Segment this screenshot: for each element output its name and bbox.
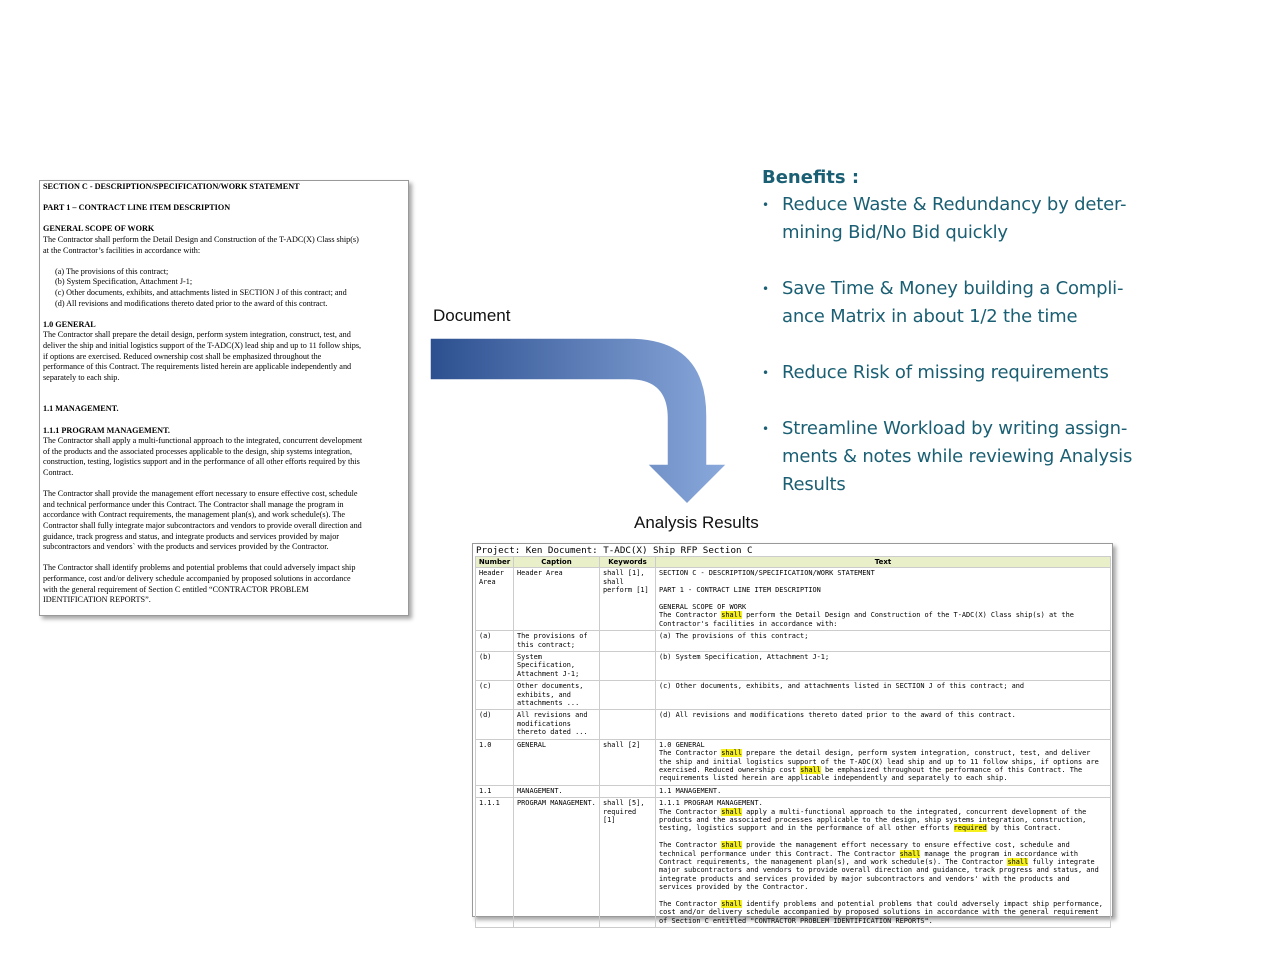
benefits-title: Benefits : [762, 167, 860, 188]
bullet-icon: • [762, 282, 769, 296]
benefit-line: Reduce Waste & Redundancy by deter- [782, 194, 1127, 215]
doc-scope-text: The Contractor shall perform the Detail Design and Construction of the T-ADC(X) Class ship(s) [43, 234, 359, 244]
caption-cell: All revisions and modifications thereto dated ... [514, 710, 600, 739]
caption-cell: System Specification, Attachment J-1; [514, 652, 600, 681]
text-line: (b) System Specification, Attachment J-1; [659, 653, 830, 662]
number-cell: 1.0 [476, 739, 514, 785]
benefit-item [762, 359, 1202, 387]
text-cell [656, 631, 1111, 652]
doc-item-a: (a) The provisions of this contract; [55, 266, 169, 276]
caption-cell: The provisions of this contract; [514, 631, 600, 652]
column-header-caption: Caption [514, 557, 600, 568]
caption-cell: Header Area [514, 568, 600, 631]
caption-cell: Other documents, exhibits, and attachments ... [514, 681, 600, 710]
table-row[interactable] [476, 652, 1111, 681]
text-line: The Contractor shall provide the management effort necessary to ensure effective cost, schedule and technical performance under this Contract. The Contractor shall manage the program in accordance with Contract requirements, the management plan(s), and work schedule(s). The Contractor shall fully integrate major subcontractors and vendors to provide overall direction and guidance, track progress and status, and integrate products and services provided by major subcontractors and vendors' with the products and services provided by the Contractor. [659, 841, 1099, 892]
doc-section-heading: SECTION C - DESCRIPTION/SPECIFICATION/WORK STATEMENT [43, 182, 300, 191]
keyword-highlight: shall [800, 765, 821, 774]
bullet-icon: • [762, 198, 769, 212]
text-line: (d) All revisions and modifications thereto dated prior to the award of this contract. [659, 711, 1016, 720]
doc-item-b: (b) System Specification, Attachment J-1; [55, 277, 193, 287]
doc-text-line: The Contractor shall provide the management effort necessary to ensure effective cost, schedule [43, 489, 358, 499]
number-cell: (b) [476, 652, 514, 681]
doc-text-line: guidance, track progress and status, and integrate products and services provided by major [43, 531, 340, 541]
keyword-highlight: shall [899, 849, 921, 858]
benefit-item [762, 415, 1202, 499]
text-line: The Contractor shall perform the Detail Design and Construction of the T-ADC(X) Class ship(s) at the Contractor's facilities in accordance with: [659, 611, 1074, 628]
text-line: The Contractor shall prepare the detail design, perform system integration, construct, test, and deliver the ship and initial logistics support of the T-ADC(X) lead ship and up to 11 follow ships, if options are exercised. Reduced ownership cost shall be emphasized throughout the performance of this Contract. The requirements listed herein are applicable independently and separately to each ship. [659, 749, 1099, 783]
doc-program-heading: 1.1.1 PROGRAM MANAGEMENT. [43, 425, 170, 435]
text-cell [656, 798, 1111, 928]
source-document [39, 180, 409, 616]
keyword-highlight: shall [721, 899, 742, 908]
doc-text-line: The Contractor shall apply a multi-functional approach to the integrated, concurrent development [43, 436, 363, 446]
number-cell: 1.1.1 [476, 798, 514, 928]
text-cell [656, 785, 1111, 797]
doc-text-line: performance, cost and/or delivery schedule accompanied by proposed solutions in accordance [43, 573, 351, 583]
doc-item-c: (c) Other documents, exhibits, and attachments listed in SECTION J of this contract; and [55, 287, 347, 297]
benefit-line: Save Time & Money building a Compli- [782, 278, 1124, 299]
doc-text-line: construction, testing, logistics support and in the performance of all other efforts required by this [43, 457, 360, 467]
table-row[interactable] [476, 710, 1111, 739]
benefits-panel [762, 165, 1202, 527]
text-line: GENERAL SCOPE OF WORK [659, 603, 747, 611]
keywords-cell: shall [2] [600, 739, 656, 785]
number-cell: (c) [476, 681, 514, 710]
keywords-cell [600, 681, 656, 710]
doc-program-text [43, 489, 405, 553]
benefit-line: mining Bid/No Bid quickly [782, 222, 1008, 243]
keywords-cell: shall [5], required [1] [600, 798, 656, 928]
keywords-cell [600, 652, 656, 681]
table-row[interactable] [476, 798, 1111, 928]
text-line: 1.1 MANAGEMENT. [659, 786, 722, 795]
doc-text-line: deliver the ship and initial logistics support of the T-ADC(X) lead ship and up to 11 follow ships, [43, 340, 362, 350]
table-header-row [476, 557, 1111, 568]
caption-cell: MANAGEMENT. [514, 785, 600, 797]
doc-scope-heading: GENERAL SCOPE OF WORK [43, 224, 155, 234]
text-cell [656, 652, 1111, 681]
flow-arrow-icon [429, 336, 729, 508]
benefit-line: Streamline Workload by writing assign- [782, 418, 1128, 439]
table-row[interactable] [476, 568, 1111, 631]
doc-text-line: accordance with Contract requirements, the management plan(s), and work schedule(s). The [43, 510, 345, 520]
bullet-icon: • [762, 422, 769, 436]
doc-program-text [43, 436, 405, 478]
doc-text-line: The Contractor shall identify problems and potential problems that could adversely impact ship [43, 563, 356, 573]
text-line: 1.0 GENERAL [659, 740, 705, 749]
doc-item-d: (d) All revisions and modifications thereto dated prior to the award of this contract. [55, 298, 328, 308]
keywords-cell: shall [1], shall perform [1] [600, 568, 656, 631]
text-line: SECTION C - DESCRIPTION/SPECIFICATION/WORK STATEMENT [659, 569, 875, 578]
text-cell [656, 681, 1111, 710]
keyword-highlight: required [953, 824, 987, 833]
number-cell: 1.1 [476, 785, 514, 797]
doc-program-text [43, 563, 405, 605]
doc-text-line: of the products and the associated processes applicable to the design, ship systems integration, [43, 446, 353, 456]
table-row[interactable] [476, 785, 1111, 797]
text-cell [656, 710, 1111, 739]
doc-text-line: subcontractors and vendors` with the products and services provided by the Contractor. [43, 542, 329, 552]
bullet-icon: • [762, 366, 769, 380]
column-header-keywords: Keywords [600, 557, 656, 568]
results-header: Project: Ken Document: T-ADC(X) Ship RFP Section C [476, 545, 753, 556]
benefit-line: ance Matrix in about 1/2 the time [782, 306, 1078, 327]
table-row[interactable] [476, 631, 1111, 652]
analysis-results-window [472, 543, 1113, 925]
benefit-line: Reduce Risk of missing requirements [782, 362, 1109, 383]
keyword-highlight: shall [721, 611, 742, 620]
text-line: 1.1.1 PROGRAM MANAGEMENT. [659, 799, 763, 808]
benefit-line: ments & notes while reviewing Analysis [782, 446, 1133, 467]
caption-cell: GENERAL [514, 739, 600, 785]
number-cell: (a) [476, 631, 514, 652]
doc-text-line: if options are exercised. Reduced ownership cost shall be emphasized throughout the [43, 351, 322, 361]
table-row[interactable] [476, 739, 1111, 785]
doc-scope-text: at the Contractor’s facilities in accordance with: [43, 245, 201, 255]
column-header-number: Number [476, 557, 514, 568]
caption-cell: PROGRAM MANAGEMENT. [514, 798, 600, 928]
document-label: Document [433, 306, 511, 325]
benefit-item [762, 275, 1202, 331]
text-line: (c) Other documents, exhibits, and attachments listed in SECTION J of this contract; and [659, 682, 1025, 691]
text-cell [656, 568, 1111, 631]
keywords-cell [600, 631, 656, 652]
table-row[interactable] [476, 681, 1111, 710]
number-cell: Header Area [476, 568, 514, 631]
analysis-results-label: Analysis Results [634, 513, 759, 532]
doc-general-text [43, 330, 405, 383]
doc-text-line: Contract. [43, 468, 74, 478]
keyword-highlight: shall [721, 841, 742, 850]
benefit-item [762, 191, 1202, 247]
doc-text-line: separately to each ship. [43, 372, 120, 382]
text-line: PART 1 - CONTRACT LINE ITEM DESCRIPTION [659, 586, 821, 595]
doc-text-line: with the general requirement of Section C entitled “CONTRACTOR PROBLEM [43, 584, 309, 594]
doc-general-heading: 1.0 GENERAL [43, 319, 96, 329]
doc-text-line: Contractor shall fully integrate major subcontractors and vendors to provide overall direction and [43, 521, 362, 530]
keywords-cell [600, 710, 656, 739]
text-line: The Contractor shall apply a multi-functional approach to the integrated, concurrent development of the products and the associated processes applicable to the design, ship systems integration, construction, testing, logistics support and in the performance of all other efforts required by this Contract. [659, 807, 1087, 833]
keyword-highlight: shall [1007, 857, 1029, 866]
text-line: The Contractor shall identify problems and potential problems that could adversely impact ship performance, cost and/or delivery schedule accompanied by proposed solutions in accordance with the general requirement of Section C entitled "CONTRACTOR PROBLEM IDENTIFICATION REPORTS". [659, 899, 1103, 925]
results-table [475, 556, 1111, 928]
number-cell: (d) [476, 710, 514, 739]
text-cell [656, 739, 1111, 785]
text-line: (a) The provisions of this contract; [659, 632, 809, 641]
doc-part-heading: PART 1 – CONTRACT LINE ITEM DESCRIPTION [43, 203, 231, 213]
doc-management-heading: 1.1 MANAGEMENT. [43, 404, 119, 414]
doc-text-line: The Contractor shall prepare the detail design, perform system integration, construct, test, and [43, 330, 351, 340]
doc-text-line: performance of this Contract. The requirements listed herein are applicable independently and [43, 362, 352, 372]
benefit-line: Results [782, 474, 846, 495]
doc-text-line: IDENTIFICATION REPORTS”. [43, 595, 151, 605]
keywords-cell [600, 785, 656, 797]
keyword-highlight: shall [721, 749, 742, 758]
benefits-list [762, 191, 1202, 499]
doc-text-line: and technical performance under this Contract. The Contractor shall manage the program in [43, 499, 344, 509]
column-header-text: Text [656, 557, 1111, 568]
keyword-highlight: shall [721, 807, 742, 816]
